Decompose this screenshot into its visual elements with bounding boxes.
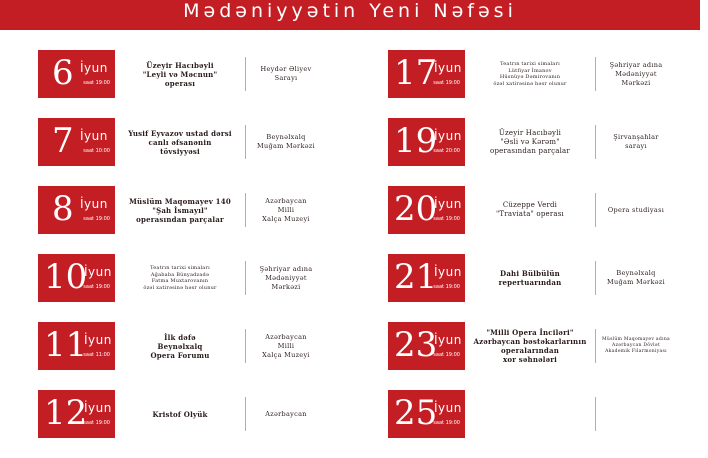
event-venue: Şirvanşahlar sarayı — [613, 133, 659, 150]
event-title: Teatrın tarixi simaları Lütfiyar İmanov Hüsnüyə Dəmirovanın özəl xatirəsinə həsr olunur — [493, 61, 567, 87]
event-month: İyun — [434, 333, 462, 347]
event-time: saat 10:00 — [83, 148, 110, 154]
event-venue: Müslüm Maqomayev adına Azərbaycan Dövlət Akademik Filarmoniyası — [601, 337, 671, 354]
right-event-column — [388, 50, 708, 458]
date-box — [388, 186, 465, 234]
event-item — [388, 118, 708, 166]
date-box — [38, 390, 115, 438]
divider — [595, 397, 596, 431]
event-day: 20 — [394, 189, 438, 229]
event-venue: Azərbaycan — [265, 409, 307, 418]
date-box — [38, 254, 115, 302]
event-item — [38, 254, 358, 302]
event-venue: Şəhriyar adına Mədəniyyət Mərkəzi — [259, 264, 313, 291]
event-title: Teatrın tarixi simaları Ağababa Bünyadzadə Fatma Muxtarovanın özəl xatirəsinə həsr olunur — [143, 265, 217, 291]
event-month: İyun — [80, 129, 108, 143]
event-item — [38, 50, 358, 98]
event-time: saat 19:00 — [433, 352, 460, 358]
event-time: saat 19:00 — [433, 216, 460, 222]
event-title: "Milli Opera İnciləri" Azərbaycan bəstəkarlarının operalarından xor səhnələri — [473, 328, 587, 364]
date-box — [388, 390, 465, 438]
event-item — [388, 390, 708, 438]
event-item — [38, 322, 358, 370]
event-day: 10 — [44, 257, 88, 297]
event-day: 19 — [394, 121, 438, 161]
left-event-column — [38, 50, 358, 458]
event-time: saat 19:00 — [83, 80, 110, 86]
date-box — [38, 186, 115, 234]
event-title: Üzeyir Hacıbəyli "Leyli və Məcnun" operası — [142, 60, 218, 88]
event-month: İyun — [434, 197, 462, 211]
event-time: saat 19:00 — [433, 420, 460, 426]
event-month: İyun — [84, 401, 112, 415]
event-month: İyun — [434, 129, 462, 143]
event-title: İlk dəfə Beynəlxalq Opera Forumu — [150, 332, 210, 360]
event-item — [388, 186, 708, 234]
event-item — [38, 390, 358, 438]
event-venue: Azərbaycan Milli Xalça Muzeyi — [262, 332, 310, 359]
event-month: İyun — [80, 61, 108, 75]
event-day: 7 — [52, 121, 74, 161]
event-day: 17 — [394, 53, 438, 93]
event-month: İyun — [84, 333, 112, 347]
event-day: 25 — [394, 393, 438, 433]
event-title: Müslüm Maqomayev 140 "Şah İsmayıl" operasından parçalar — [129, 196, 231, 224]
event-venue: Opera studiyası — [607, 205, 665, 214]
date-box — [388, 322, 465, 370]
date-box — [38, 118, 115, 166]
date-box — [388, 118, 465, 166]
date-box — [38, 50, 115, 98]
event-time: saat 20:00 — [433, 148, 460, 154]
event-time: saat 19:00 — [433, 284, 460, 290]
event-venue: Şəhriyar adına Mədəniyyət Mərkəzi — [609, 60, 663, 87]
event-time: saat 19:00 — [83, 420, 110, 426]
event-title: Cüzeppe Verdi "Traviata" operası — [496, 201, 564, 218]
event-month: İyun — [84, 265, 112, 279]
event-day: 23 — [394, 325, 438, 365]
page-header — [0, 0, 700, 30]
event-month: İyun — [434, 401, 462, 415]
header-title: Mədəniyyətin Yeni Nəfəsi — [183, 0, 517, 22]
event-time: saat 19:00 — [83, 284, 110, 290]
event-title: Üzeyir Hacıbəyli "Əsli və Kərəm" operasından parçalar — [490, 128, 570, 155]
event-title: Kristof Olyük — [152, 409, 208, 419]
event-day: 21 — [394, 257, 438, 297]
event-day: 8 — [52, 189, 74, 229]
date-box — [388, 254, 465, 302]
event-venue: Heydər Əliyev Sarayı — [260, 65, 312, 82]
event-time: saat 11:00 — [83, 352, 110, 358]
event-month: İyun — [80, 197, 108, 211]
event-item — [388, 50, 708, 98]
event-month: İyun — [434, 265, 462, 279]
date-box — [388, 50, 465, 98]
event-venue: Azərbaycan Milli Xalça Muzeyi — [262, 196, 310, 223]
event-day: 11 — [44, 325, 88, 365]
event-time: saat 19:00 — [433, 80, 460, 86]
event-month: İyun — [434, 61, 462, 75]
event-title: Dahi Bülbülün repertuarından — [498, 269, 562, 287]
event-title: Yusif Eyvazov ustad dərsi canlı əfsanənin tövsiyyəsi — [128, 128, 232, 156]
event-day: 12 — [44, 393, 88, 433]
event-time: saat 19:00 — [83, 216, 110, 222]
event-item — [388, 322, 708, 370]
event-venue: Beynəlxalq Muğam Mərkəzi — [607, 269, 665, 286]
event-item — [388, 254, 708, 302]
event-item — [38, 186, 358, 234]
event-item — [38, 118, 358, 166]
event-day: 6 — [52, 53, 74, 93]
date-box — [38, 322, 115, 370]
event-venue: Beynəlxalq Muğam Mərkəzi — [257, 133, 315, 150]
